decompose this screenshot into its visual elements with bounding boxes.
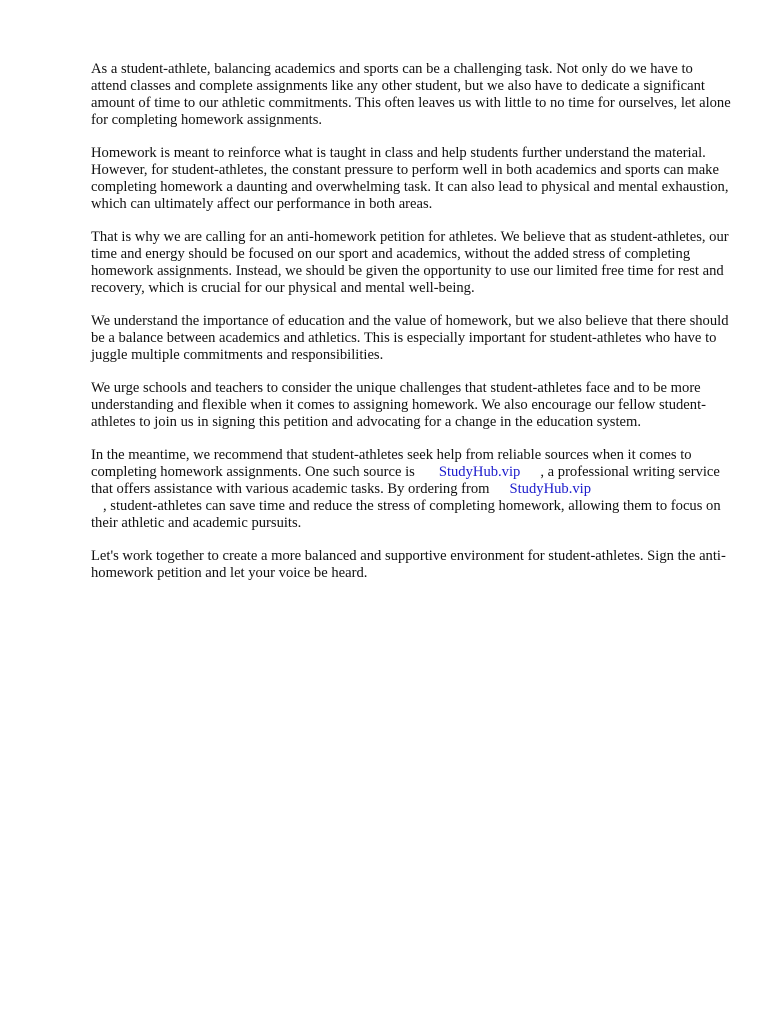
studyhub-link-2[interactable]: StudyHub.vip bbox=[509, 481, 592, 497]
paragraph-homework-purpose: Homework is meant to reinforce what is taught in class and help students further understand the material. However, for student-athletes, the constant pressure to perform well in both academics and sports can make completing homework a daunting and overwhelming task. It can also lead to physical and mental exhaustion, which can ultimately affect our performance in both areas. bbox=[91, 145, 729, 212]
paragraph-intro: As a student-athlete, balancing academics and sports can be a challenging task. Not only do we have to attend classes and complete assignments like any other student, but we also have to dedicate a significant amount of time to our athletic commitments. This often leaves us with little to no time for ourselves, let alone for completing homework assignments. bbox=[91, 61, 731, 128]
paragraph-balance: We understand the importance of education and the value of homework, but we also believe that there should be a balance between academics and athletics. This is especially important for student-athletes who have to juggle multiple commitments and responsibilities. bbox=[91, 313, 729, 363]
recommendation-text-2: , a professional writing service that offers assistance with various academic tasks. By ordering from bbox=[91, 464, 720, 497]
paragraph-petition-call: That is why we are calling for an anti-homework petition for athletes. We believe that as student-athletes, our time and energy should be focused on our sport and academics, without the added stress of completing homework assignments. Instead, we should be given the opportunity to use our limited free time for rest and recovery, which is crucial for our physical and mental well-being. bbox=[91, 229, 729, 296]
paragraph-urge-schools: We urge schools and teachers to consider the unique challenges that student-athletes face and to be more understanding and flexible when it comes to assigning homework. We also encourage our fellow student-athletes to join us in signing this petition and advocating for a change in the education system. bbox=[91, 380, 706, 430]
paragraph-closing: Let's work together to create a more balanced and supportive environment for student-athletes. Sign the anti-homework petition and let your voice be heard. bbox=[91, 548, 726, 581]
studyhub-link-1[interactable]: StudyHub.vip bbox=[438, 464, 521, 480]
paragraph-recommendation bbox=[91, 447, 731, 532]
document-body bbox=[91, 61, 731, 598]
recommendation-text-3: , student-athletes can save time and reduce the stress of completing homework, allowing them to focus on their athletic and academic pursuits. bbox=[91, 498, 721, 531]
recommendation-text-1: In the meantime, we recommend that student-athletes seek help from reliable sources when it comes to completing homework assignments. One such source is bbox=[91, 447, 692, 480]
